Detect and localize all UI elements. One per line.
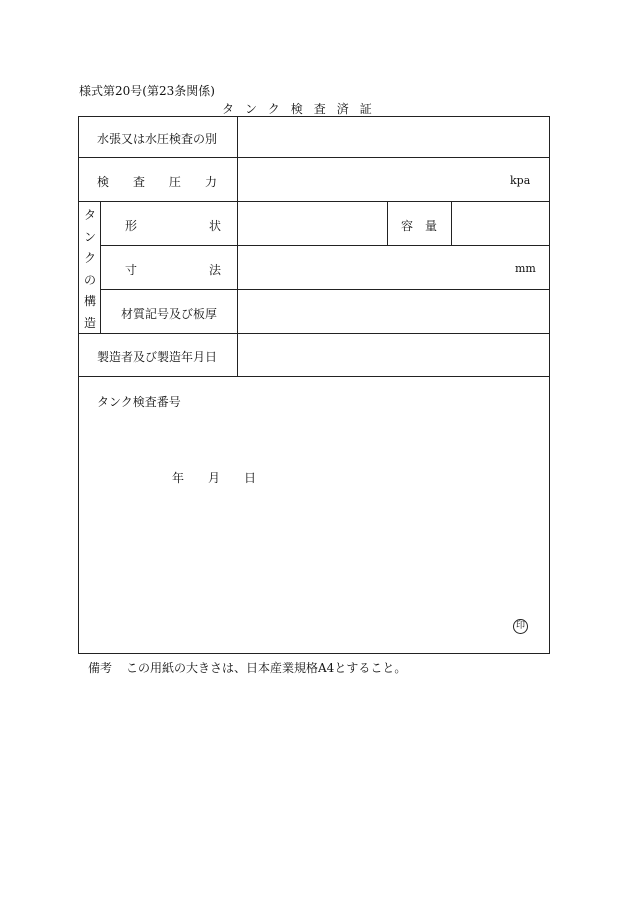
column-divider [100, 201, 101, 333]
row-divider [78, 333, 550, 334]
inspection-number-label: タンク検査番号 [97, 395, 181, 409]
column-divider [451, 201, 452, 245]
pressure-unit: kpa [510, 174, 531, 187]
dimensions-unit: mm [515, 262, 536, 275]
remark [88, 659, 406, 676]
seal-mark: 印 [513, 619, 528, 634]
column-divider [387, 201, 388, 245]
form-number: 様式第20号(第23条関係) [79, 84, 215, 98]
remark-label: 備考 [88, 661, 113, 675]
capacity-label: 容 量 [401, 219, 438, 233]
certificate-table [78, 116, 550, 654]
date-label: 年 月 日 [172, 471, 257, 485]
material-label: 材質記号及び板厚 [121, 307, 218, 321]
column-divider [237, 116, 238, 376]
test-pressure-label: 検 査 圧 力 [97, 175, 218, 189]
shape-label: 形 状 [125, 219, 222, 233]
row-divider [78, 157, 550, 158]
row-divider [78, 376, 550, 377]
water-or-pressure-test-label: 水張又は水圧検査の別 [97, 132, 218, 146]
row-divider [100, 289, 550, 290]
dimensions-label: 寸 法 [125, 263, 222, 277]
document-title: タンク検査済証 [222, 102, 383, 116]
tank-structure-label: タ ン ク の 構 造 [83, 208, 96, 330]
row-divider [78, 201, 550, 202]
row-divider [100, 245, 550, 246]
remark-text: この用紙の大きさは、日本産業規格A4とすること。 [126, 661, 407, 675]
manufacturer-label: 製造者及び製造年月日 [97, 350, 218, 364]
